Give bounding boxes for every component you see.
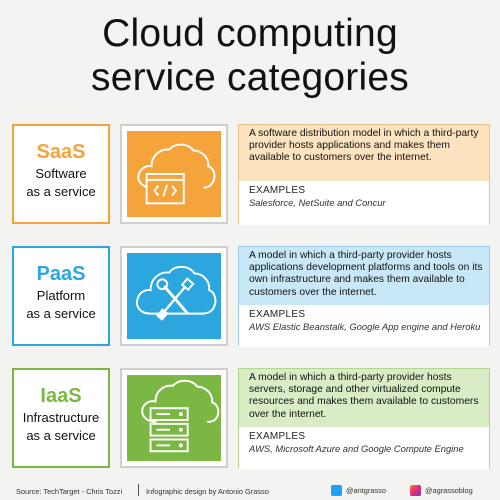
paas-label-box bbox=[12, 246, 110, 346]
iaas-description-box bbox=[238, 368, 490, 468]
paas-examples-label: EXAMPLES bbox=[249, 309, 306, 320]
saas-description: A software distribution model in which a third-party provider hosts applications and makes them available to customers over the internet. bbox=[249, 128, 479, 164]
footer bbox=[0, 482, 500, 500]
saas-description-box bbox=[238, 124, 490, 224]
footer-instagram[interactable] bbox=[410, 485, 473, 496]
iaas-examples-label: EXAMPLES bbox=[249, 431, 306, 442]
footer-source: Source: TechTarget - Chris Tozzi bbox=[16, 487, 123, 496]
saas-full-name-1: Software bbox=[35, 166, 87, 181]
iaas-full-name-2: as a service bbox=[26, 428, 96, 443]
paas-description: A model in which a third-party provider hosts applications development platforms and tools on its own infrastructure and makes them available to customers over the internet. bbox=[249, 250, 483, 298]
paas-full-name-2: as a service bbox=[26, 306, 96, 321]
page-title bbox=[0, 12, 500, 100]
twitter-icon bbox=[331, 485, 342, 496]
iaas-examples bbox=[239, 427, 489, 469]
iaas-icon-box bbox=[120, 368, 228, 468]
iaas-full-name-1: Infrastructure bbox=[22, 410, 100, 425]
paas-full-name-1: Platform bbox=[36, 288, 86, 303]
paas-examples-value: AWS Elastic Beanstalk, Google App engine and Heroku bbox=[249, 321, 481, 332]
footer-separator bbox=[138, 484, 139, 496]
saas-examples-label: EXAMPLES bbox=[249, 185, 306, 196]
saas-full-name-2: as a service bbox=[26, 184, 96, 199]
paas-description-box bbox=[238, 246, 490, 346]
iaas-examples-value: AWS, Microsoft Azure and Google Compute Engine bbox=[249, 443, 464, 454]
cloud-servers-icon bbox=[127, 375, 221, 461]
paas-abbr: PaaS bbox=[36, 263, 86, 285]
saas-examples bbox=[239, 181, 489, 225]
paas-row bbox=[12, 246, 490, 346]
paas-examples bbox=[239, 305, 489, 347]
footer-design-credit: Infographic design by Antonio Grasso bbox=[146, 487, 269, 496]
title-line-1: Cloud computing bbox=[102, 12, 398, 55]
paas-icon-box bbox=[120, 246, 228, 346]
title-line-2: service categories bbox=[91, 56, 409, 99]
cloud-code-window-icon bbox=[127, 131, 221, 217]
instagram-handle: @agrassoblog bbox=[425, 486, 473, 495]
iaas-abbr: IaaS bbox=[40, 385, 82, 407]
footer-twitter[interactable] bbox=[331, 485, 386, 496]
saas-label-box bbox=[12, 124, 110, 224]
saas-examples-value: Salesforce, NetSuite and Concur bbox=[249, 197, 386, 208]
iaas-row bbox=[12, 368, 490, 468]
iaas-description: A model in which a third-party provider hosts servers, storage and other virtualized compute resources and makes them available to customers over the internet. bbox=[249, 372, 479, 420]
saas-abbr: SaaS bbox=[36, 141, 86, 163]
iaas-label-box bbox=[12, 368, 110, 468]
cloud-tools-icon bbox=[127, 253, 221, 339]
instagram-icon bbox=[410, 485, 421, 496]
saas-row bbox=[12, 124, 490, 224]
saas-icon-box bbox=[120, 124, 228, 224]
twitter-handle: @antgrasso bbox=[346, 486, 386, 495]
